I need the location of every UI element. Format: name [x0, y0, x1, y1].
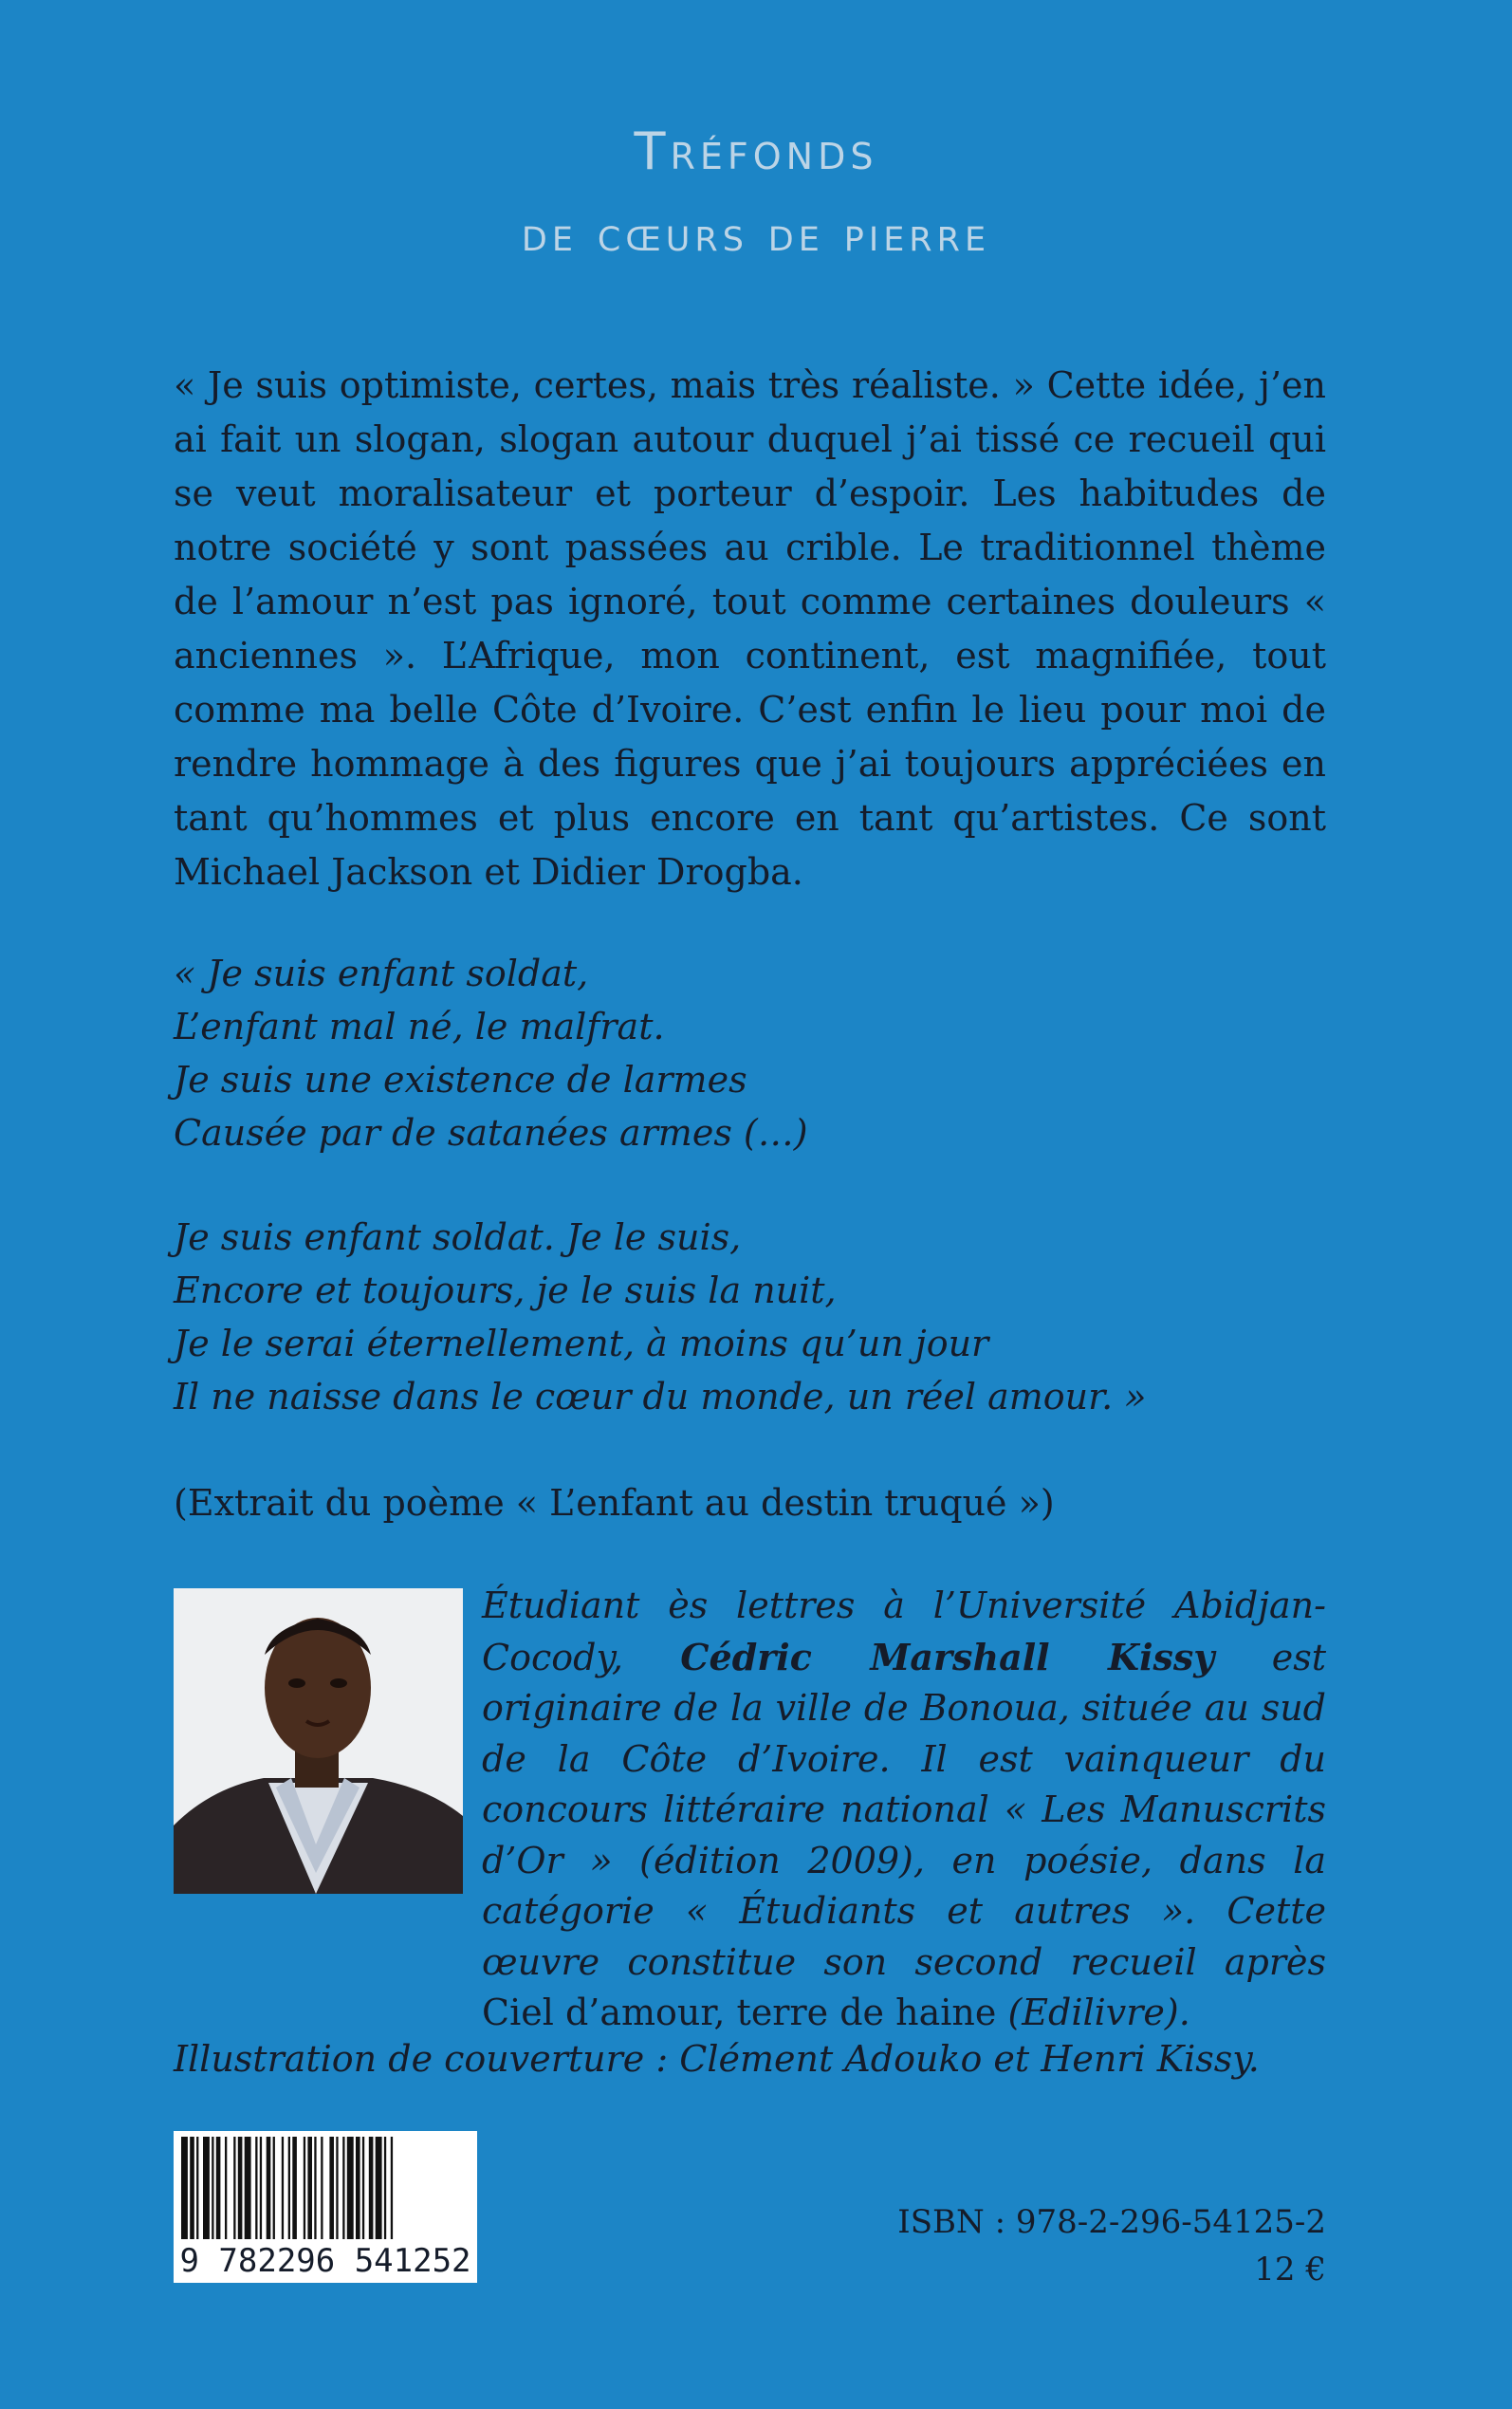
- author-name: Cédric Marshall Kissy: [680, 1635, 1215, 1678]
- poem-line: Je suis enfant soldat. Je le suis,: [174, 1216, 742, 1258]
- author-portrait-icon: [174, 1588, 463, 1894]
- poem-line: Encore et toujours, je le suis la nuit,: [174, 1269, 837, 1311]
- author-bio: [482, 1581, 1326, 2039]
- poem-stanza-2: [174, 1211, 1326, 1423]
- author-photo: [174, 1588, 463, 1894]
- barcode-icon: [174, 2131, 477, 2239]
- back-cover-blurb: « Je suis optimiste, certes, mais très réaliste. » Cette idée, j’en ai fait un slogan, slogan autour duquel j’ai tissé ce recueil qui se veut moralisateur et porteur d’espoir. Les habitudes de notre société y sont passées au crible. Le traditionnel thème de l’amour n’est pas ignoré, tout comme certaines douleurs « anciennes ». L’Afrique, mon continent, est magnifiée, tout comme ma belle Côte d’Ivoire. C’est enfin le lieu pour moi de rendre hommage à des figures que j’ai toujours appréciées en tant qu’hommes et plus encore en tant qu’artistes. Ce sont Michael Jackson et Didier Drogba.: [174, 364, 1326, 893]
- poem-line: L’enfant mal né, le malfrat.: [174, 1006, 665, 1047]
- book-subtitle: de cœurs de pierre: [521, 207, 991, 262]
- bio-text: Cette œuvre constitue son second recueil après: [482, 1890, 1326, 1983]
- cover-credit: Illustration de couverture : Clément Adouko et Henri Kissy.: [174, 2038, 1260, 2080]
- publisher: (Edilivre).: [1007, 1992, 1190, 2033]
- previous-book-title: Ciel d’amour, terre de haine: [482, 1992, 997, 2033]
- poem-line: Je le serai éternellement, à moins qu’un jour: [174, 1323, 989, 1364]
- book-title: Tréfonds: [634, 121, 878, 181]
- poem-line: Je suis une existence de larmes: [174, 1059, 747, 1101]
- poem-source: (Extrait du poème « L’enfant au destin truqué »): [174, 1482, 1055, 1524]
- poem-line: Il ne naisse dans le cœur du monde, un réel amour. »: [174, 1376, 1147, 1418]
- poem-line: Causée par de satanées armes (…): [174, 1112, 808, 1154]
- poem-line: « Je suis enfant soldat,: [174, 953, 589, 994]
- isbn: ISBN : 978-2-296-54125-2: [897, 2203, 1326, 2241]
- bio-text: est originaire de la ville de Bonoua, située au sud de la Côte d’Ivoire. Il est vainqueur du concours littéraire national « Les Manuscrits d’Or » (édition 2009), en poésie, dans la catégorie « Étudiants et autres ».: [482, 1636, 1326, 1932]
- bio-intro: Étudiant ès lettres à l’Université Abidjan-Cocody,: [482, 1584, 1326, 1678]
- price: 12 €: [1254, 2251, 1326, 2289]
- barcode-digits: 9 782296 541252: [174, 2239, 477, 2283]
- poem-stanza-1: [174, 947, 1326, 1159]
